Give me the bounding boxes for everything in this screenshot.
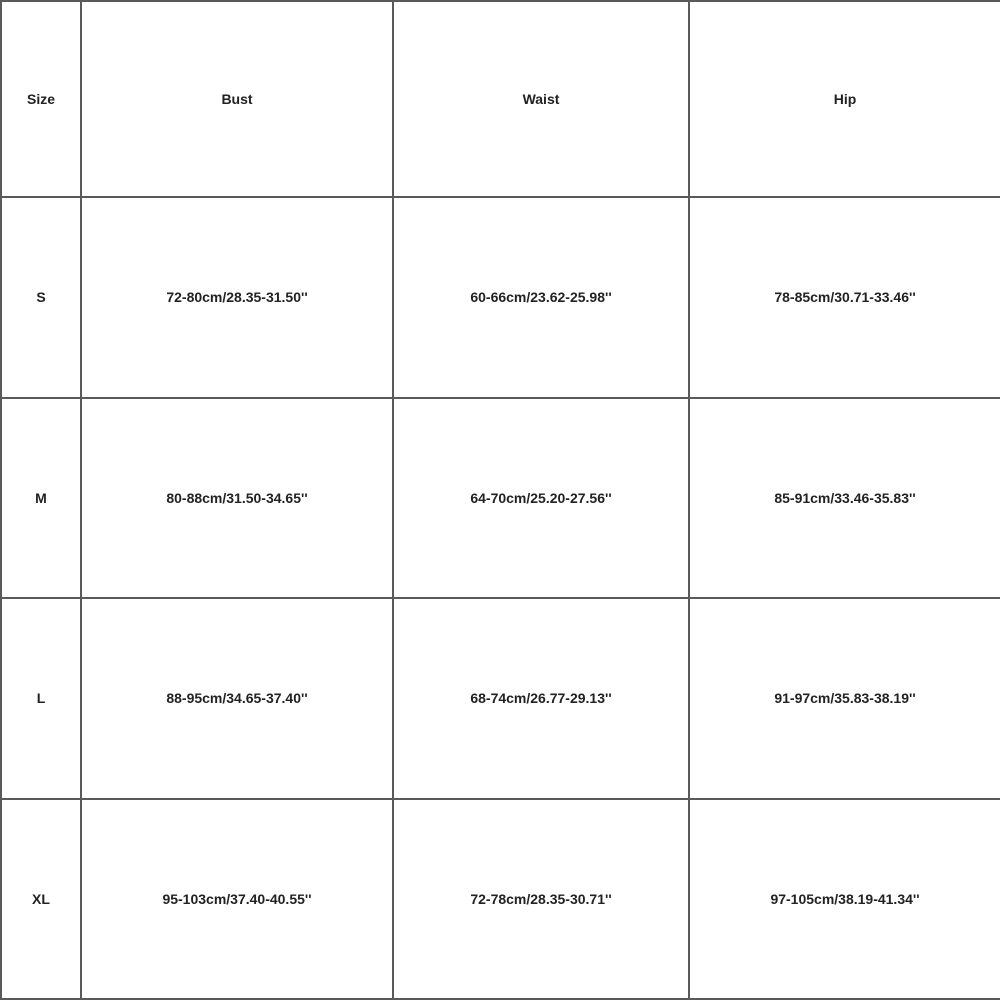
bust-cell: 72-80cm/28.35-31.50'' — [81, 197, 393, 398]
table-row — [1, 799, 1000, 1000]
waist-cell: 68-74cm/26.77-29.13'' — [393, 598, 689, 799]
bust-cell: 88-95cm/34.65-37.40'' — [81, 598, 393, 799]
size-cell: L — [1, 598, 81, 799]
hip-cell: 78-85cm/30.71-33.46'' — [689, 197, 1000, 398]
bust-cell: 95-103cm/37.40-40.55'' — [81, 799, 393, 1000]
header-bust: Bust — [81, 1, 393, 197]
size-cell: S — [1, 197, 81, 398]
size-cell: M — [1, 398, 81, 599]
bust-cell: 80-88cm/31.50-34.65'' — [81, 398, 393, 599]
waist-cell: 72-78cm/28.35-30.71'' — [393, 799, 689, 1000]
waist-cell: 60-66cm/23.62-25.98'' — [393, 197, 689, 398]
header-row — [1, 1, 1000, 197]
waist-cell: 64-70cm/25.20-27.56'' — [393, 398, 689, 599]
hip-cell: 91-97cm/35.83-38.19'' — [689, 598, 1000, 799]
header-waist: Waist — [393, 1, 689, 197]
table-row — [1, 197, 1000, 398]
hip-cell: 97-105cm/38.19-41.34'' — [689, 799, 1000, 1000]
table-row — [1, 598, 1000, 799]
hip-cell: 85-91cm/33.46-35.83'' — [689, 398, 1000, 599]
table-row — [1, 398, 1000, 599]
header-hip: Hip — [689, 1, 1000, 197]
header-size: Size — [1, 1, 81, 197]
size-cell: XL — [1, 799, 81, 1000]
